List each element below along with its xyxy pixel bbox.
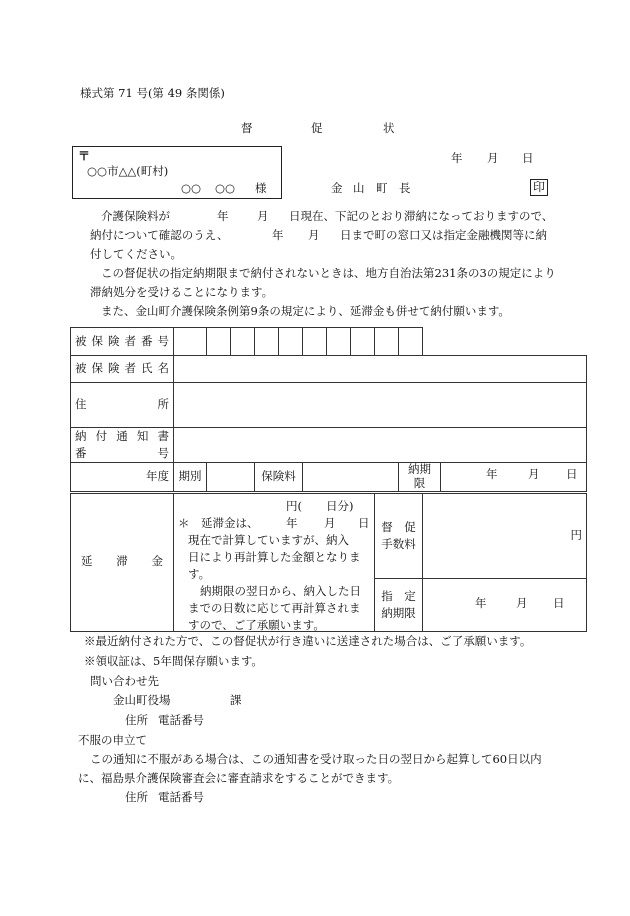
body-p1-line1-year: 年 [217,209,229,223]
address-value [174,383,587,428]
contact-address-label: 住所 [125,713,148,727]
date-year: 年 [451,151,463,165]
notice-number-value [174,428,587,463]
late-fee-label: 延滞金 [81,554,163,569]
notice-label-line2: 番号 [75,446,169,460]
body-p2-line2: 滞納処分を受けることになります。 [90,285,274,299]
late-note-1-year: 年 [286,515,298,530]
note-1: ※最近納付された方で、この督促状が行き違いに送達された場合は、ご了承願います。 [84,634,532,648]
insured-name-value [174,356,587,383]
title-char-2: 促 [311,121,323,135]
late-fee-days: 日分) [326,498,354,513]
late-note-1-month: 月 [324,515,336,530]
digit-box-7 [327,328,351,356]
body-p1-line2-b: 日まで町の窓口又は指定金融機関等に納 [340,228,547,242]
designated-value [423,578,587,631]
fee-label-cell [375,492,423,578]
addressee-name-1: ○○ [181,181,202,195]
late-note-1a: ＊ 延滞金は、 [178,515,259,530]
late-note-7: すので、ご了承願います。 [188,617,325,632]
notice-number-label [71,428,174,463]
period-value [207,463,255,493]
issuer-char-2: 山 [353,181,365,195]
issuer-char-1: 金 [331,181,343,195]
note-2: ※領収証は、5年間保存願います。 [84,654,263,668]
delinquency-table [70,327,587,632]
fee-label-line1: 督 促 [381,519,416,534]
appeal-line-1: この通知に不服がある場合は、この通知書を受け取った日の翌日から起算して60日以内 [90,752,542,766]
designated-day: 日 [553,595,565,610]
digit-box-4 [255,328,279,356]
late-note-3: 日により再計算した金額となりま [188,549,361,564]
contact-section: 課 [230,693,242,707]
late-note-5: 納期限の翌日から、納入した日 [200,583,361,598]
postal-mark: 〒 [78,149,91,163]
address-row [71,383,587,428]
due-day: 日 [566,467,578,481]
premium-row [71,463,587,493]
digit-box-10 [399,328,423,356]
form-number: 様式第 71 号(第 49 条関係) [80,86,225,100]
addressee-honorific: 様 [255,181,267,195]
seal-box: 印 [530,179,548,196]
contact-office: 金山町役場 [113,693,171,707]
late-fee-row [71,492,587,578]
issuer-char-3: 町 [376,181,388,195]
late-fee-yen: 円( [286,498,302,513]
insured-name-label: 被保険者氏名 [71,356,174,383]
body-p3-line1: また、金山町介護保険条例第9条の規定により、延滞金も併せて納付願います。 [101,304,510,318]
notice-number-row [71,428,587,463]
designated-month: 月 [516,595,528,610]
body-p1-line1-b: 日現在、下記のとおり滞納になっておりますので、 [289,209,554,223]
period-label: 期別 [174,463,207,493]
address-label: 住所 [71,383,174,428]
digit-box-6 [303,328,327,356]
title-char-1: 督 [241,121,253,135]
appeal-heading: 不服の申立て [78,733,147,747]
insured-number-label: 被保険者番号 [71,328,174,356]
late-note-4: す。 [188,566,211,581]
date-month: 月 [487,151,499,165]
designated-year: 年 [475,595,487,610]
insured-number-row [71,328,587,356]
insured-name-row [71,356,587,383]
fee-label-line2: 手数料 [381,536,416,551]
appeal-phone-label: 電話番号 [158,790,204,804]
body-p1-line2-a: 納付について確認のうえ、 [90,228,229,242]
due-year: 年 [486,467,498,481]
late-note-6: までの日数に応じて再計算されま [188,600,361,615]
contact-heading: 問い合わせ先 [90,674,159,688]
body-p1-line3: 付してください。 [90,247,182,261]
late-note-1-day: 日 [358,515,370,530]
date-day: 日 [522,151,534,165]
designated-label-line1: 指 定 [381,588,416,603]
digit-box-9 [375,328,399,356]
premium-label: 保険料 [255,463,303,493]
due-date-label: 納期限 [399,463,441,493]
body-p1-line2-month: 月 [308,228,320,242]
body-p1-line1-a: 介護保険料が [101,209,170,223]
late-note-2: 現在で計算していますが、納入 [188,532,349,547]
designated-label-cell [375,578,423,631]
late-fee-label-cell [71,492,174,631]
issuer-char-4: 長 [399,181,411,195]
digit-box-1 [174,328,207,356]
body-p1-line2-year: 年 [272,228,284,242]
notice-label-line1: 納付通知書 [75,429,169,443]
due-month: 月 [528,467,540,481]
number-blank [423,328,587,356]
contact-phone-label: 電話番号 [158,713,204,727]
digit-box-2 [207,328,231,356]
body-p2-line1: この督促状の指定納期限まで納付されないときは、地方自治法第231条の3の規定により [101,266,556,280]
address-city: ○○市△△(町村) [87,164,169,178]
appeal-line-2: に、福島県介護保険審査会に審査請求をすることができます。 [78,771,400,785]
digit-box-5 [279,328,303,356]
body-p1-line1-month: 月 [257,209,269,223]
digit-box-3 [231,328,255,356]
fiscal-year-label: 年度 [71,463,174,493]
late-fee-detail [174,492,375,631]
address-box [72,146,282,199]
digit-box-8 [351,328,375,356]
premium-value [303,463,399,493]
fee-yen: 円 [570,527,583,542]
fee-value [423,492,587,578]
title-char-3: 状 [383,121,395,135]
addressee-name-2: ○○ [215,181,236,195]
designated-label-line2: 納期限 [381,605,416,620]
due-date-value [441,463,587,493]
appeal-address-label: 住所 [125,790,148,804]
